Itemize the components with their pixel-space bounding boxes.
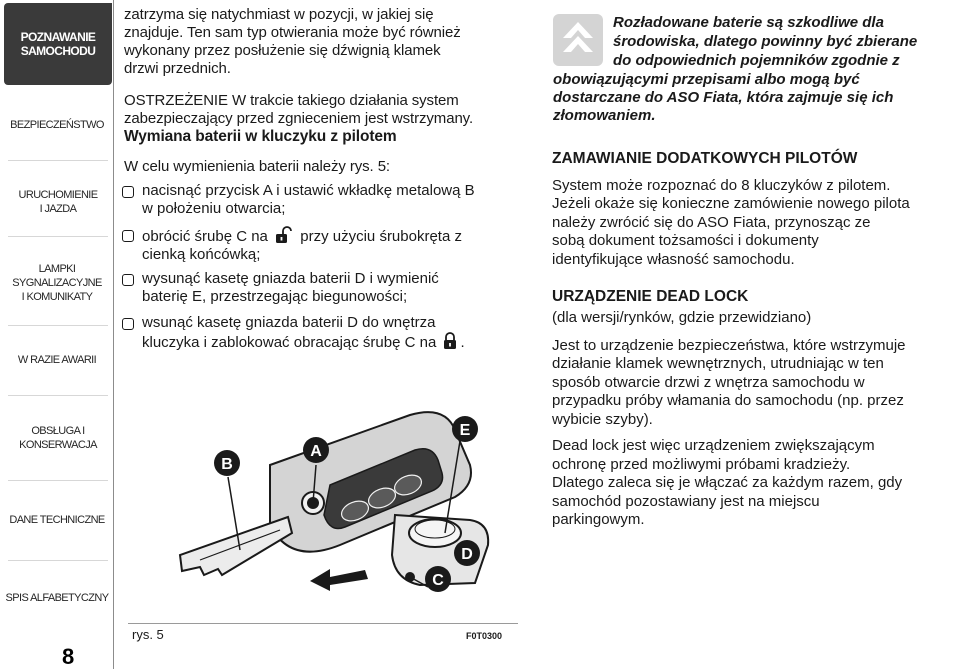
warning-text-line: zabezpieczający przed zgnieceniem jest wstrzymany. bbox=[124, 110, 474, 127]
sidebar-item-label: LAMPKI SYGNALIZACYJNE I KOMUNIKATY bbox=[12, 263, 102, 303]
paragraph-line: identyfikujące własność samochodu. bbox=[552, 251, 795, 268]
sidebar-item-label: URUCHOMIENIE I JAZDA bbox=[18, 189, 98, 215]
sidebar-item-lampki[interactable] bbox=[12, 250, 102, 316]
intro-text-line: znajduje. Ten sam typ otwierania może być również bbox=[124, 24, 461, 41]
environment-note-line: złomowaniem. bbox=[553, 107, 656, 124]
svg-text:C: C bbox=[432, 572, 444, 589]
sidebar-item-obsluga-i-konserwacja[interactable] bbox=[18, 418, 98, 458]
sidebar-item-label: DANE TECHNICZNE bbox=[9, 514, 105, 526]
sidebar-rule bbox=[113, 0, 114, 669]
section-heading-order-remotes: ZAMAWIANIE DODATKOWYCH PILOTÓW bbox=[552, 150, 858, 167]
checkbox-bullet-icon bbox=[122, 274, 134, 286]
section-heading: Wymiana baterii w kluczyku z pilotem bbox=[124, 128, 397, 145]
key-fob-battery-figure bbox=[170, 405, 515, 620]
intro-text-line: wykonany przez posłużenie się dźwignią klamek bbox=[124, 42, 441, 59]
list-item-text bbox=[142, 332, 465, 352]
instruction-lead: W celu wymienienia baterii należy rys. 5: bbox=[124, 158, 391, 175]
list-item-text-part: obrócić śrubę C na bbox=[142, 228, 268, 245]
sidebar-item-poznawanie-samochodu[interactable] bbox=[4, 3, 112, 85]
section-heading-dead-lock: URZĄDZENIE DEAD LOCK bbox=[552, 288, 749, 305]
locked-padlock-icon bbox=[442, 332, 458, 350]
sidebar-item-label: W RAZIE AWARII bbox=[17, 354, 97, 366]
paragraph-line: należy zwrócić się do ASO Fiata, przynosząc ze bbox=[552, 214, 871, 231]
page-number: 8 bbox=[62, 644, 75, 669]
list-item-text: baterię E, przestrzegając biegunowości; bbox=[142, 288, 408, 305]
section-subheading: (dla wersji/rynków, gdzie przewidziano) bbox=[552, 309, 812, 326]
figure-label-d bbox=[454, 540, 480, 566]
sidebar-item-w-razie-awarii[interactable] bbox=[4, 340, 110, 380]
list-item-text-part: kluczyka i zablokować obracając śrubę C na bbox=[142, 334, 437, 351]
sidebar-item-dane-techniczne[interactable] bbox=[4, 500, 110, 540]
sidebar-divider bbox=[8, 160, 108, 161]
sidebar-item-label: SPIS ALFABETYCZNY bbox=[5, 592, 109, 604]
list-item bbox=[120, 270, 439, 306]
paragraph-line: Jeżeli okaże się konieczne zamówienie nowego pilota bbox=[552, 195, 910, 212]
sidebar-item-label: OBSŁUGA I KONSERWACJA bbox=[19, 425, 97, 451]
environment-note-line: obowiązującymi przepisami albo mogą być bbox=[553, 71, 860, 88]
svg-text:A: A bbox=[310, 443, 322, 460]
section-sidebar bbox=[0, 0, 114, 669]
paragraph-line: sposób otwarcie drzwi z wnętrza samochodu w bbox=[552, 374, 865, 391]
intro-text-line: drzwi przednich. bbox=[124, 60, 231, 77]
sidebar-divider bbox=[8, 236, 108, 237]
list-item-text: w położeniu otwarcia; bbox=[142, 200, 286, 217]
paragraph-line: Dead lock jest więc urządzeniem zwiększającym bbox=[552, 437, 875, 454]
figure-code: F0T0300 bbox=[466, 631, 503, 641]
environment-note-line: dostarczane do ASO Fiata, która zajmuje się ich bbox=[553, 89, 894, 106]
environment-note-line: środowiska, dlatego powinny być zbierane bbox=[613, 33, 918, 50]
paragraph-line: sobą dokument tożsamości i dokumenty bbox=[552, 232, 819, 249]
svg-text:B: B bbox=[221, 456, 233, 473]
paragraph-line: Dlatego zaleca się je włączać za każdym razem, gdy bbox=[552, 474, 903, 491]
paragraph-line: samochód pozostawiany jest na miejscu bbox=[552, 493, 820, 510]
list-item bbox=[120, 182, 475, 218]
checkbox-bullet-icon bbox=[122, 230, 134, 242]
figure-caption: rys. 5 bbox=[132, 627, 164, 642]
sidebar-divider bbox=[8, 325, 108, 326]
figure-label-e bbox=[452, 416, 478, 442]
paragraph-line: Jest to urządzenie bezpieczeństwa, które wstrzymuje bbox=[552, 337, 906, 354]
paragraph-line: wybicie szyby). bbox=[552, 411, 653, 428]
unlocked-padlock-icon bbox=[274, 226, 294, 244]
sidebar-divider bbox=[8, 480, 108, 481]
sidebar-item-label: POZNAWANIE SAMOCHODU bbox=[20, 30, 96, 58]
paragraph-line: działanie klamek wewnętrznych, utrudniając w ten bbox=[552, 355, 884, 372]
list-item-text: wsunąć kasetę gniazda baterii D do wnętrza bbox=[142, 314, 436, 331]
paragraph-line: parkingowym. bbox=[552, 511, 645, 528]
list-item bbox=[120, 314, 465, 352]
checkbox-bullet-icon bbox=[122, 186, 134, 198]
list-item-text: wysunąć kasetę gniazda baterii D i wymienić bbox=[142, 270, 439, 287]
recycle-icon bbox=[553, 14, 603, 66]
sidebar-divider bbox=[8, 395, 108, 396]
paragraph-line: przypadku próby włamania do samochodu (np. przez bbox=[552, 392, 904, 409]
sidebar-divider bbox=[8, 560, 108, 561]
sidebar-item-bezpieczenstwo[interactable] bbox=[4, 100, 110, 150]
figure-label-a bbox=[303, 437, 329, 463]
list-item-text-part: . bbox=[460, 334, 465, 351]
list-item-text: nacisnąć przycisk A i ustawić wkładkę metalową B bbox=[142, 182, 475, 199]
list-item bbox=[120, 226, 462, 264]
figure-label-c bbox=[425, 566, 451, 592]
direction-arrow-icon bbox=[310, 569, 368, 591]
paragraph-line: System może rozpoznać do 8 kluczyków z pilotem. bbox=[552, 177, 891, 194]
sidebar-item-label: BEZPIECZEŃSTWO bbox=[10, 119, 104, 131]
list-item-text-part: przy użyciu śrubokręta z bbox=[300, 228, 462, 245]
svg-text:E: E bbox=[459, 422, 471, 439]
figure-rule bbox=[128, 623, 518, 624]
list-item-text: cienką końcówką; bbox=[142, 246, 261, 263]
figure-label-b bbox=[214, 450, 240, 476]
svg-text:D: D bbox=[461, 546, 473, 563]
sidebar-item-spis-alfabetyczny[interactable] bbox=[4, 578, 110, 618]
warning-text-line: OSTRZEŻENIE W trakcie takiego działania system bbox=[124, 92, 459, 109]
environment-note-line: Rozładowane baterie są szkodliwe dla bbox=[613, 14, 884, 31]
environment-note-line: do odpowiednich pojemników zgodnie z bbox=[613, 52, 900, 69]
paragraph-line: ochronę przed możliwymi próbami kradzieży. bbox=[552, 456, 851, 473]
sidebar-item-uruchomienie-i-jazda[interactable] bbox=[18, 178, 98, 226]
list-item-text bbox=[142, 226, 462, 246]
checkbox-bullet-icon bbox=[122, 318, 134, 330]
intro-text-line: zatrzyma się natychmiast w pozycji, w jakiej się bbox=[124, 6, 434, 23]
